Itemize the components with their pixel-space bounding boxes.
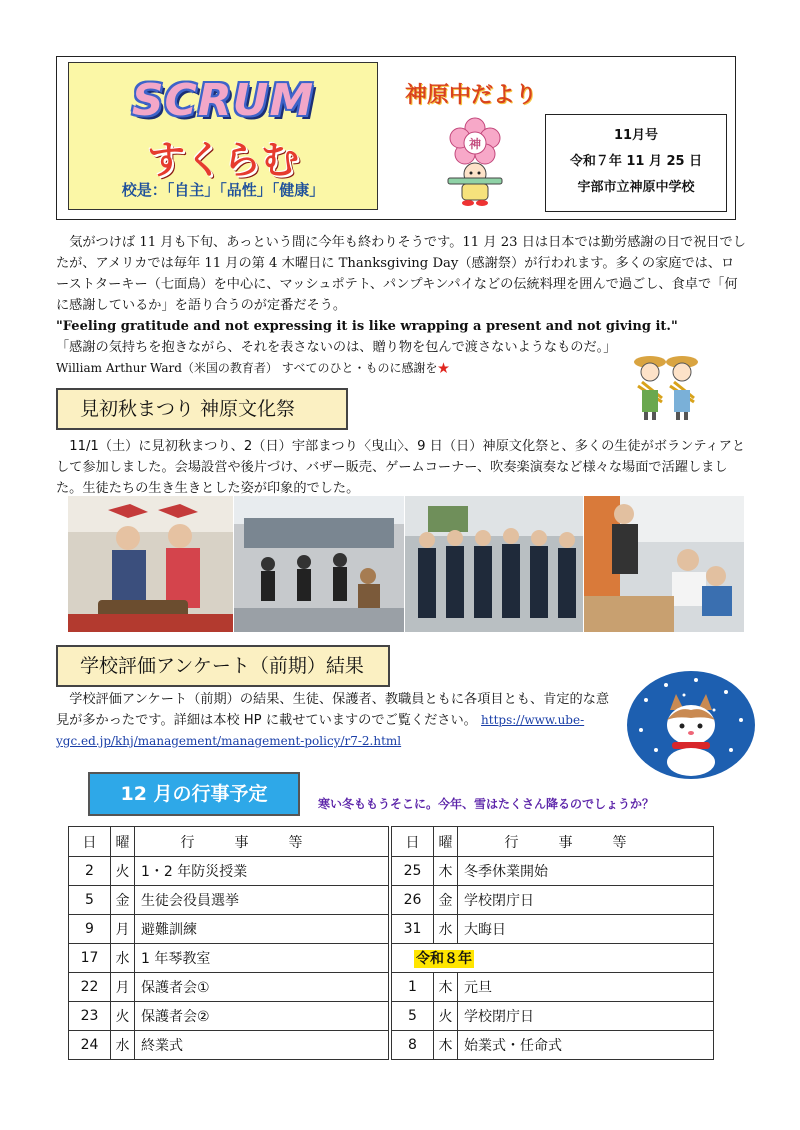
table-header-row bbox=[392, 827, 714, 857]
school-hp-link[interactable]: https://www.ube-ygc.ed.jp/khj/management/management-policy/r7-2.html bbox=[56, 713, 585, 748]
table-header-row bbox=[69, 827, 389, 857]
december-subtitle: 寒い冬ももうそこに。今年、雪はたくさん降るのでしょうか？ bbox=[318, 797, 655, 811]
section-heading-survey: 学校評価アンケート（前期）結果 bbox=[56, 645, 390, 687]
header-weekday: 曜 bbox=[111, 827, 135, 857]
section-heading-festival: 見初秋まつり 神原文化祭 bbox=[56, 388, 348, 430]
table-row-reiwa bbox=[392, 944, 714, 973]
table-row: 24 水 終業式 bbox=[69, 1031, 389, 1060]
reiwa-year-label: 令和８年 bbox=[416, 951, 472, 967]
quote-author: William Arthur Ward（米国の教育者） bbox=[56, 361, 278, 375]
school-motto: 校是：「自主」「品性」「健康」 bbox=[121, 181, 325, 199]
star-icon: ★ bbox=[437, 361, 450, 375]
intro-paragraph: 気がつけば 11 月も下旬、あっという間に今年も終わりそうです。11 月 23 日は日本では勤労感謝の日で祝日でしたが、アメリカでは毎年 11 月の第 4 木曜日に Thanksgiving Day（感謝祭）が行われます。多くの家庭では、ローストターキー（七面鳥）を中心に、マッシュポテト、パンプキンパイなどの伝統料理を囲んで過ごし、食卓で「何に感謝しているか」を語り合うのが定番だそう。 bbox=[56, 235, 746, 313]
festival-paragraph: 11/1（土）に見初秋まつり、2（日）宇部まつり〈曳山〉、9 日（日）神原文化祭と、多くの生徒がボランティアとして参加しました。会場設営や後片づけ、バザー販売、ゲームコーナー、吹奏楽演奏など様々な場面で活躍しました。生徒たちの生き生きとした姿が印象的でした。 bbox=[56, 439, 746, 496]
table-row: 22 月 保護者会① bbox=[69, 973, 389, 1002]
header-day: 日 bbox=[69, 827, 111, 857]
december-schedule-title: 12 月の行事予定 bbox=[88, 772, 300, 816]
harvest-children-icon bbox=[626, 350, 706, 422]
survey-body bbox=[56, 690, 616, 752]
photo-bazaar bbox=[68, 496, 233, 632]
schedule-table-left bbox=[68, 826, 389, 1060]
table-row: 9 月 避難訓練 bbox=[69, 915, 389, 944]
table-row: 8 木 始業式・任命式 bbox=[392, 1031, 714, 1060]
table-row: 23 火 保護者会② bbox=[69, 1002, 389, 1031]
quote-japanese: 「感謝の気持ちを抱きながら、それを表さないのは、贈り物を包んで渡さないようなものだ。」 bbox=[56, 340, 617, 355]
table-row: 5 火 学校閉庁日 bbox=[392, 1002, 714, 1031]
snow-cat-icon bbox=[626, 670, 756, 780]
header-event: 行事等 bbox=[458, 827, 714, 857]
table-row: 17 水 1 年琴教室 bbox=[69, 944, 389, 973]
photo-flute-students bbox=[405, 496, 583, 632]
newsletter-logo bbox=[68, 62, 378, 210]
festival-photos bbox=[68, 496, 744, 632]
photo-game-corner bbox=[584, 496, 744, 632]
closing-text: すべてのひと・ものに感謝を bbox=[281, 361, 438, 375]
logo-sukuramu-text: すくらむ bbox=[146, 138, 299, 182]
header-weekday: 曜 bbox=[434, 827, 458, 857]
header-event: 行事等 bbox=[135, 827, 389, 857]
header-day: 日 bbox=[392, 827, 434, 857]
school-mascot-icon bbox=[440, 116, 510, 206]
survey-text: 学校評価アンケート（前期）の結果、生徒、保護者、教職員ともに各項目とも、肯定的な意見が多かったです。詳細は本校 HP に載せていますのでご覧ください。 bbox=[56, 692, 610, 728]
quote-english: "Feeling gratitude and not expressing it is like wrapping a present and not giving it." bbox=[56, 319, 678, 334]
table-row: 31 水 大晦日 bbox=[392, 915, 714, 944]
issue-number: 11月号 bbox=[613, 128, 659, 143]
table-row: 2 火 1・2 年防災授業 bbox=[69, 857, 389, 886]
table-row: 25 木 冬季休業開始 bbox=[392, 857, 714, 886]
festival-body bbox=[56, 436, 746, 499]
survey-paragraph bbox=[56, 690, 616, 752]
table-row: 26 金 学校閉庁日 bbox=[392, 886, 714, 915]
table-row: 1 木 元旦 bbox=[392, 973, 714, 1002]
table-row: 5 金 生徒会役員選挙 bbox=[69, 886, 389, 915]
photo-band bbox=[234, 496, 404, 632]
newsletter-title: 神原中だより bbox=[405, 83, 538, 108]
logo-scrum-text: SCRUM bbox=[131, 75, 315, 126]
issue-info bbox=[545, 114, 727, 212]
mascot-label: 神 bbox=[468, 137, 482, 151]
schedule-table-right bbox=[391, 826, 714, 1060]
school-name: 宇部市立神原中学校 bbox=[577, 180, 695, 195]
issue-date: 令和７年 11 月 25 日 bbox=[569, 154, 703, 169]
